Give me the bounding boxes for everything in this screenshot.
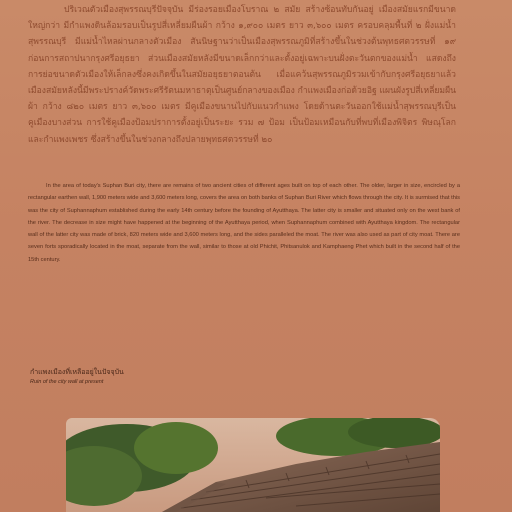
english-description: [28, 180, 460, 266]
caption-english: Ruin of the city wall at present: [30, 379, 104, 385]
english-paragraph: In the area of today's Suphan Buri city, there are remains of two ancient cities of different ages built on top of each other. The older, larger in size, encircled by a rectangular earthen wall, 1,900 meters wide and 3,600 meters long, covers the area on both banks of Suphan Buri River which flows through the city. It is surmised that this was the city of Suphannaphum established during the early 14th century before the founding of Ayutthaya. The latter city is smaller and situated only on the west bank of the river. The decrease in size might have happened at the beginning of the Ayutthaya period, when Suphannaphum combined with Ayutthaya kingdom. The rectangular wall of the latter city was made of brick, 820 meters wide and 3,600 meters long, and the sides paralleled the moat. The river was also used as part of city moat. There are seven forts sporadically located in the moat, separate from the wall, similar to those at old Phichit, Phitsanulok and Kamphaeng Phet which built in the second half of the 15th century.: [28, 183, 460, 263]
thai-paragraph: ปริเวณตัวเมืองสุพรรณบุรีปัจจุบัน มีร่องรอยเมืองโบราณ ๒ สมัย สร้างซ้อนทับกันอยู่ เมืองสมัยแรกมีขนาดใหญ่กว่า มีกำแพงดินล้อมรอบเป็นรูปสี่เหลี่ยมผืนผ้า กว้าง ๑,๙๐๐ เมตร ยาว ๓,๖๐๐ เมตร ครอบคลุมพื้นที่ ๒ ฝั่งแม่น้ำสุพรรณบุรี มีแม่น้ำไหลผ่านกลางตัวเมือง สันนิษฐานว่าเป็นเมืองสุพรรณภูมิที่สร้างขึ้นในช่วงต้นพุทธศตวรรษที่ ๑๙ ก่อนการสถาปนากรุงศรีอยุธยา ส่วนเมืองสมัยหลังมีขนาดเล็กกว่าและตั้งอยู่เฉพาะบนฝั่งตะวันตกของแม่น้ำ แสดงถึงการย่อขนาดตัวเมืองให้เล็กลงซึ่งคงเกิดขึ้นในสมัยอยุธยาตอนต้น เมื่อแคว้นสุพรรณภูมิรวมเข้ากับกรุงศรีอยุธยาแล้ว เมืองสมัยหลังนี้มีพระปรางค์วัดพระศรีรัตนมหาธาตุเป็นศูนย์กลางของเมือง กำแพงเมืองก่อด้วยอิฐ แผนผังรูปสี่เหลี่ยมผืนผ้า กว้าง ๘๒๐ เมตร ยาว ๓,๖๐๐ เมตร มีคูเมืองขนานไปกับแนวกำแพง โดยด้านตะวันออกใช้แม่น้ำสุพรรณบุรีเป็นคูเมืองบางส่วน การใช้คูเมืองป้อมปราการตั้งอยู่เป็นระยะ รวม ๗ ป้อม เป็นป้อมเหมือนกับที่พบที่เมืองพิจิตร พิษณุโลก และกำแพงเพชร ซึ่งสร้างขึ้นในช่วงกลางถึงปลายพุทธศตวรรษที่ ๒๐: [28, 5, 456, 145]
thai-description: [28, 2, 456, 148]
caption-thai: กำแพงเมืองที่เหลืออยู่ในปัจจุบัน: [30, 369, 124, 376]
photo-caption: [30, 368, 250, 386]
city-wall-illustration: [66, 418, 440, 512]
city-wall-photo: [66, 418, 440, 512]
